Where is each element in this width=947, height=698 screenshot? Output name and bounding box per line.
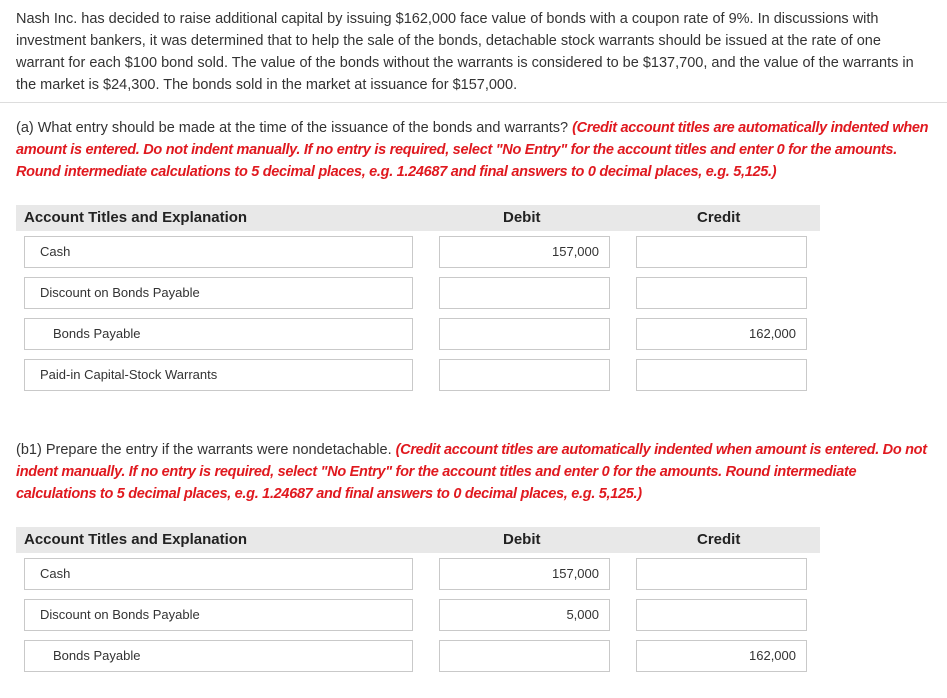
account-title-input[interactable]: Bonds Payable: [24, 640, 413, 672]
question-a-instructions: (Credit account titles are automatically indented when amount is entered. Do not indent manually. If no entry is required, select "No Entry" for the account titles and enter 0 for the amounts. Round intermediate calculations to 5 decimal places, e.g. 1.24687 and final answers to 0 decimal places, e.g. 5,125.): [16, 120, 929, 180]
credit-input[interactable]: [636, 599, 807, 631]
header-credit: Credit: [697, 209, 741, 226]
table-row: [16, 595, 820, 636]
question-a-text: (a) What entry should be made at the time of the issuance of the bonds and warrants?: [16, 120, 569, 136]
header-account: Account Titles and Explanation: [24, 531, 248, 548]
credit-input[interactable]: [636, 359, 807, 391]
table-row: [16, 273, 820, 314]
section-divider: [0, 102, 947, 103]
account-title-input[interactable]: Cash: [24, 236, 413, 268]
credit-input[interactable]: 162,000: [636, 318, 807, 350]
table-row: [16, 355, 820, 396]
problem-statement: Nash Inc. has decided to raise additional capital by issuing $162,000 face value of bonds with a coupon rate of 9%. In discussions with investment bankers, it was determined that to help the sale of the bonds, detachable stock warrants should be issued at the rate of one warrant for each $100 bond sold. The value of the bonds without the warrants is considered to be $137,700, and the value of the warrants in the market is $24,300. The bonds sold in the market at issuance for $157,000.: [16, 11, 914, 93]
header-credit: Credit: [697, 531, 741, 548]
credit-input[interactable]: [636, 236, 807, 268]
table-header: [16, 205, 820, 231]
table-row: [16, 314, 820, 355]
account-title-input[interactable]: Cash: [24, 558, 413, 590]
header-account: Account Titles and Explanation: [24, 209, 248, 226]
account-title-input[interactable]: Paid-in Capital-Stock Warrants: [24, 359, 413, 391]
debit-input[interactable]: 157,000: [439, 236, 610, 268]
account-title-input[interactable]: Bonds Payable: [24, 318, 413, 350]
debit-input[interactable]: [439, 318, 610, 350]
question-a: [16, 117, 931, 183]
table-row: [16, 232, 820, 273]
header-debit: Debit: [503, 209, 541, 226]
question-b1-text: (b1) Prepare the entry if the warrants were nondetachable.: [16, 442, 392, 458]
table-header: [16, 527, 820, 553]
account-title-input[interactable]: Discount on Bonds Payable: [24, 277, 413, 309]
header-debit: Debit: [503, 531, 541, 548]
credit-input[interactable]: [636, 277, 807, 309]
credit-input[interactable]: [636, 558, 807, 590]
debit-input[interactable]: [439, 359, 610, 391]
debit-input[interactable]: 157,000: [439, 558, 610, 590]
journal-table-b1: [16, 527, 820, 677]
credit-input[interactable]: 162,000: [636, 640, 807, 672]
question-b1-instructions: (Credit account titles are automatically indented when amount is entered. Do not indent manually. If no entry is required, select "No Entry" for the account titles and enter 0 for the amounts. Round intermediate calculations to 5 decimal places, e.g. 1.24687 and final answers to 0 decimal places, e.g. 5,125.): [16, 442, 927, 502]
table-row: [16, 554, 820, 595]
account-title-input[interactable]: Discount on Bonds Payable: [24, 599, 413, 631]
journal-table-a: [16, 205, 820, 396]
question-b1: [16, 439, 931, 505]
debit-input[interactable]: [439, 277, 610, 309]
debit-input[interactable]: 5,000: [439, 599, 610, 631]
table-row: [16, 636, 820, 677]
debit-input[interactable]: [439, 640, 610, 672]
